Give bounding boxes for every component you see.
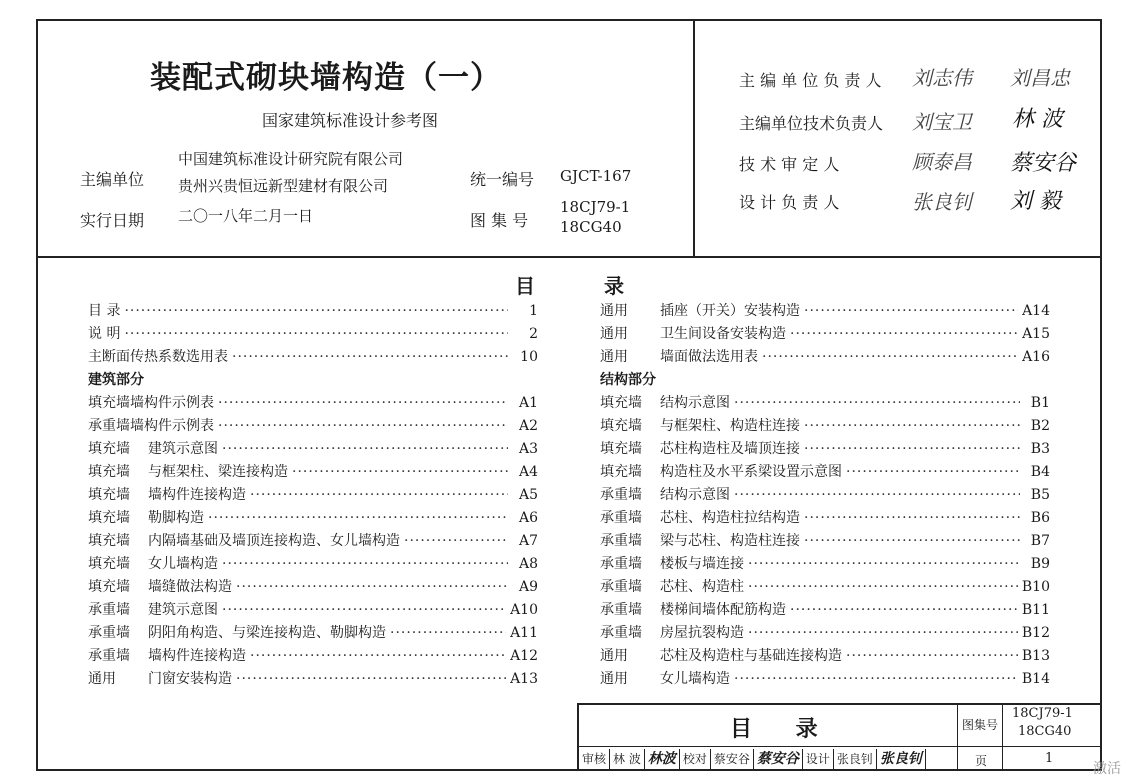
toc-entry-name: 墙缝做法构造 xyxy=(148,579,232,595)
toc-leader-dots xyxy=(762,349,1018,365)
signature: 刘昌忠 xyxy=(1010,66,1070,90)
atlas-number-2: 18CG40 xyxy=(560,218,622,236)
toc-entry-category: 填充墙 xyxy=(88,579,130,595)
toc-leader-dots xyxy=(208,510,508,526)
title-block-signoff-row xyxy=(579,749,926,769)
toc-entry-page: B10 xyxy=(1021,579,1050,595)
toc-leader-dots xyxy=(218,395,508,411)
toc-entry-category: 承重墙 xyxy=(600,556,642,572)
toc-entry[interactable] xyxy=(88,645,538,668)
signature: 林 波 xyxy=(1012,107,1063,132)
toc-entry-category: 通用 xyxy=(600,671,628,687)
toc-leader-dots xyxy=(232,349,508,365)
title-block-page-label: 页 xyxy=(975,754,988,768)
toc-entry-page: 2 xyxy=(529,326,538,342)
toc-entry-category: 承重墙 xyxy=(600,602,642,618)
toc-leader-dots xyxy=(124,303,508,319)
editor-unit-2: 贵州兴贵恒远新型建材有限公司 xyxy=(178,177,389,195)
activation-watermark: 激活 xyxy=(1093,761,1121,777)
toc-entry-page: A4 xyxy=(518,464,538,480)
toc-entry-name: 填充墙墙构件示例表 xyxy=(88,395,214,411)
toc-entry-page: 1 xyxy=(529,303,538,319)
signature: 刘志伟 xyxy=(912,66,972,90)
design-name: 张良钊 xyxy=(834,749,877,769)
design-signature: 张良钊 xyxy=(877,749,926,769)
toc-entry-name: 楼梯间墙体配筋构造 xyxy=(660,602,786,618)
toc-entry-category: 填充墙 xyxy=(88,487,130,503)
toc-entry-page: B13 xyxy=(1021,648,1050,664)
design-label: 设计 xyxy=(803,749,834,769)
toc-leader-dots xyxy=(748,625,1018,641)
toc-entry-page: A9 xyxy=(518,579,538,595)
toc-entry-name: 构造柱及水平系梁设置示意图 xyxy=(660,464,842,480)
toc-entry-page: A5 xyxy=(518,487,538,503)
toc-entry-page: A7 xyxy=(518,533,538,549)
toc-entry-category: 填充墙 xyxy=(600,441,642,457)
atlas-number-1: 18CJ79-1 xyxy=(560,198,631,216)
title-block-divider xyxy=(1002,703,1003,771)
toc-section-heading: 结构部分 xyxy=(600,372,656,388)
toc-entry-name: 梁与芯柱、构造柱连接 xyxy=(660,533,800,549)
toc-entry-page: A10 xyxy=(510,602,538,618)
toc-entry[interactable] xyxy=(600,392,1050,415)
toc-entry-name: 建筑示意图 xyxy=(148,602,218,618)
toc-entry[interactable] xyxy=(600,438,1050,461)
toc-entry-category: 填充墙 xyxy=(88,464,130,480)
toc-entry-name: 说 明 xyxy=(88,326,121,342)
toc-entry-page: B6 xyxy=(1030,510,1050,526)
toc-leader-dots xyxy=(790,602,1018,618)
toc-entry-name: 楼板与墙连接 xyxy=(660,556,744,572)
toc-leader-dots xyxy=(790,326,1018,342)
toc-entry-page: A2 xyxy=(518,418,538,434)
toc-leader-dots xyxy=(734,671,1018,687)
toc-leader-dots xyxy=(804,510,1020,526)
toc-entry-page: A13 xyxy=(510,671,538,687)
toc-entry-category: 承重墙 xyxy=(600,533,642,549)
toc-entry-category: 承重墙 xyxy=(600,579,642,595)
title-block-title: 目 录 xyxy=(730,716,836,742)
toc-entry-name: 勒脚构造 xyxy=(148,510,204,526)
toc-entry-page: B3 xyxy=(1030,441,1050,457)
toc-leader-dots xyxy=(804,533,1020,549)
toc-entry-category: 通用 xyxy=(88,671,116,687)
toc-entry-name: 门窗安装构造 xyxy=(148,671,232,687)
toc-entry[interactable] xyxy=(88,438,538,461)
toc-entry-page: B1 xyxy=(1030,395,1050,411)
toc-entry-name: 墙构件连接构造 xyxy=(148,648,246,664)
toc-leader-dots xyxy=(404,533,508,549)
review-label: 审核 xyxy=(579,749,610,769)
toc-entry[interactable] xyxy=(600,576,1050,599)
toc-entry-name: 结构示意图 xyxy=(660,395,730,411)
toc-entry[interactable] xyxy=(88,300,538,323)
toc-entry-name: 卫生间设备安装构造 xyxy=(660,326,786,342)
toc-leader-dots xyxy=(846,464,1020,480)
approval-role: 主 编 单 位 负 责 人 xyxy=(739,71,882,90)
toc-entry-page: B12 xyxy=(1021,625,1050,641)
toc-entry[interactable] xyxy=(88,622,538,645)
toc-entry[interactable] xyxy=(88,346,538,369)
toc-leader-dots xyxy=(748,579,1018,595)
check-name: 蔡安谷 xyxy=(711,749,754,769)
toc-entry[interactable] xyxy=(600,622,1050,645)
title-block-atlas-2: 18CG40 xyxy=(1018,724,1072,739)
approval-role: 设 计 负 责 人 xyxy=(739,193,840,212)
editor-unit-1: 中国建筑标准设计研究院有限公司 xyxy=(178,150,404,168)
toc-entry-page: B14 xyxy=(1021,671,1050,687)
toc-entry-name: 目 录 xyxy=(88,303,121,319)
toc-entry-page: A3 xyxy=(518,441,538,457)
toc-entry-page: B2 xyxy=(1030,418,1050,434)
toc-entry-name: 主断面传热系数选用表 xyxy=(88,349,228,365)
approval-role: 主编单位技术负责人 xyxy=(739,114,884,133)
toc-entry-category: 填充墙 xyxy=(88,533,130,549)
toc-entry-page: A15 xyxy=(1022,326,1050,342)
check-signature: 蔡安谷 xyxy=(754,749,803,769)
toc-entry-page: B11 xyxy=(1021,602,1050,618)
toc-leader-dots xyxy=(804,303,1018,319)
toc-entry-category: 填充墙 xyxy=(600,418,642,434)
toc-left-column xyxy=(88,300,538,691)
title-block-atlas-1: 18CJ79-1 xyxy=(1012,706,1073,721)
toc-entry-name: 芯柱、构造柱 xyxy=(660,579,744,595)
toc-entry[interactable] xyxy=(88,392,538,415)
toc-entry-category: 通用 xyxy=(600,303,628,319)
toc-entry[interactable] xyxy=(88,415,538,438)
toc-entry-name: 女儿墙构造 xyxy=(660,671,730,687)
toc-title-left: 目 xyxy=(515,274,535,298)
toc-leader-dots xyxy=(292,464,508,480)
toc-entry-name: 芯柱构造柱及墙顶连接 xyxy=(660,441,800,457)
toc-leader-dots xyxy=(846,648,1018,664)
document-title: 装配式砌块墙构造（一） xyxy=(150,60,502,96)
toc-entry[interactable] xyxy=(600,461,1050,484)
toc-entry[interactable] xyxy=(88,530,538,553)
toc-entry-page: A1 xyxy=(518,395,538,411)
review-name: 林 波 xyxy=(610,749,645,769)
toc-section-heading: 建筑部分 xyxy=(88,372,144,388)
toc-entry-name: 与框架柱、梁连接构造 xyxy=(148,464,288,480)
signature: 蔡安谷 xyxy=(1010,151,1077,176)
toc-entry-name: 阴阳角构造、与梁连接构造、勒脚构造 xyxy=(148,625,386,641)
toc-leader-dots xyxy=(734,395,1020,411)
header-divider-horizontal xyxy=(36,256,1102,258)
toc-leader-dots xyxy=(222,441,508,457)
toc-leader-dots xyxy=(804,418,1020,434)
document-subtitle: 国家建筑标准设计参考图 xyxy=(262,111,439,130)
toc-entry-page: 10 xyxy=(520,349,538,365)
toc-entry-name: 女儿墙构造 xyxy=(148,556,218,572)
toc-entry-category: 承重墙 xyxy=(600,625,642,641)
toc-entry[interactable] xyxy=(88,484,538,507)
toc-entry[interactable] xyxy=(600,415,1050,438)
toc-entry-name: 插座（开关）安装构造 xyxy=(660,303,800,319)
toc-title-right: 录 xyxy=(604,274,624,298)
toc-entry-page: B9 xyxy=(1030,556,1050,572)
toc-entry-name: 与框架柱、构造柱连接 xyxy=(660,418,800,434)
toc-entry-category: 填充墙 xyxy=(88,556,130,572)
title-block-page-value: 1 xyxy=(1045,751,1054,766)
editor-label: 主编单位 xyxy=(80,170,145,189)
title-block-divider xyxy=(577,746,1102,747)
toc-leader-dots xyxy=(222,556,508,572)
toc-entry[interactable] xyxy=(88,461,538,484)
toc-entry-name: 墙构件连接构造 xyxy=(148,487,246,503)
toc-entry-category: 通用 xyxy=(600,349,628,365)
toc-entry-page: A6 xyxy=(518,510,538,526)
toc-entry-name: 房屋抗裂构造 xyxy=(660,625,744,641)
toc-entry[interactable] xyxy=(600,507,1050,530)
toc-leader-dots xyxy=(748,556,1020,572)
toc-entry-page: B5 xyxy=(1030,487,1050,503)
signature: 刘 毅 xyxy=(1010,189,1061,214)
toc-entry[interactable] xyxy=(600,323,1050,346)
signature: 张良钊 xyxy=(912,190,972,214)
toc-entry-name: 墙面做法选用表 xyxy=(660,349,758,365)
toc-entry[interactable] xyxy=(600,346,1050,369)
toc-leader-dots xyxy=(124,326,508,342)
toc-entry-category: 承重墙 xyxy=(600,510,642,526)
toc-entry[interactable] xyxy=(600,484,1050,507)
toc-entry[interactable] xyxy=(600,668,1050,691)
toc-entry-page: A16 xyxy=(1022,349,1050,365)
header-divider-vertical xyxy=(693,19,695,257)
toc-leader-dots xyxy=(236,579,508,595)
toc-leader-dots xyxy=(250,487,508,503)
toc-entry-category: 填充墙 xyxy=(600,464,642,480)
toc-entry-page: B4 xyxy=(1030,464,1050,480)
toc-entry-name: 内隔墙基础及墙顶连接构造、女儿墙构造 xyxy=(148,533,400,549)
toc-entry-category: 承重墙 xyxy=(88,602,130,618)
toc-entry-category: 填充墙 xyxy=(600,395,642,411)
toc-entry[interactable] xyxy=(600,530,1050,553)
toc-entry-page: A14 xyxy=(1022,303,1050,319)
toc-entry-category: 通用 xyxy=(600,648,628,664)
toc-entry[interactable] xyxy=(88,553,538,576)
toc-entry-category: 填充墙 xyxy=(88,441,130,457)
toc-leader-dots xyxy=(236,671,506,687)
toc-entry-category: 承重墙 xyxy=(88,648,130,664)
toc-entry-name: 芯柱、构造柱拉结构造 xyxy=(660,510,800,526)
toc-entry-category: 承重墙 xyxy=(88,625,130,641)
approval-role: 技 术 审 定 人 xyxy=(739,155,840,174)
toc-entry-name: 结构示意图 xyxy=(660,487,730,503)
unified-number-value: GJCT-167 xyxy=(560,167,632,185)
toc-entry[interactable] xyxy=(600,553,1050,576)
toc-right-column xyxy=(600,300,1050,691)
review-signature: 林波 xyxy=(645,749,680,769)
toc-entry[interactable] xyxy=(600,599,1050,622)
toc-entry-category: 填充墙 xyxy=(88,510,130,526)
toc-entry-category: 通用 xyxy=(600,326,628,342)
date-value: 二〇一八年二月一日 xyxy=(178,207,314,225)
toc-entry[interactable] xyxy=(88,576,538,599)
toc-entry[interactable] xyxy=(600,300,1050,323)
title-block-divider xyxy=(957,703,958,771)
toc-leader-dots xyxy=(218,418,508,434)
toc-entry-name: 承重墙墙构件示例表 xyxy=(88,418,214,434)
check-label: 校对 xyxy=(680,749,711,769)
toc-entry-page: A8 xyxy=(518,556,538,572)
toc-entry-category: 承重墙 xyxy=(600,487,642,503)
toc-entry-page: A11 xyxy=(510,625,538,641)
signature: 顾泰昌 xyxy=(912,150,972,174)
toc-entry[interactable] xyxy=(88,668,538,691)
date-label: 实行日期 xyxy=(80,211,145,230)
toc-entry-page: A12 xyxy=(510,648,538,664)
toc-leader-dots xyxy=(390,625,506,641)
toc-leader-dots xyxy=(250,648,506,664)
toc-leader-dots xyxy=(734,487,1020,503)
atlas-number-label: 图 集 号 xyxy=(470,211,529,230)
toc-entry-name: 芯柱及构造柱与基础连接构造 xyxy=(660,648,842,664)
toc-entry-page: B7 xyxy=(1030,533,1050,549)
toc-leader-dots xyxy=(804,441,1020,457)
signature: 刘宝卫 xyxy=(912,110,972,134)
toc-entry[interactable] xyxy=(88,507,538,530)
toc-entry[interactable] xyxy=(88,599,538,622)
toc-entry-name: 建筑示意图 xyxy=(148,441,218,457)
toc-entry[interactable] xyxy=(600,645,1050,668)
unified-number-label: 统一编号 xyxy=(470,170,535,189)
toc-entry[interactable] xyxy=(88,323,538,346)
title-block-atlas-label: 图集号 xyxy=(962,718,999,732)
toc-leader-dots xyxy=(222,602,506,618)
